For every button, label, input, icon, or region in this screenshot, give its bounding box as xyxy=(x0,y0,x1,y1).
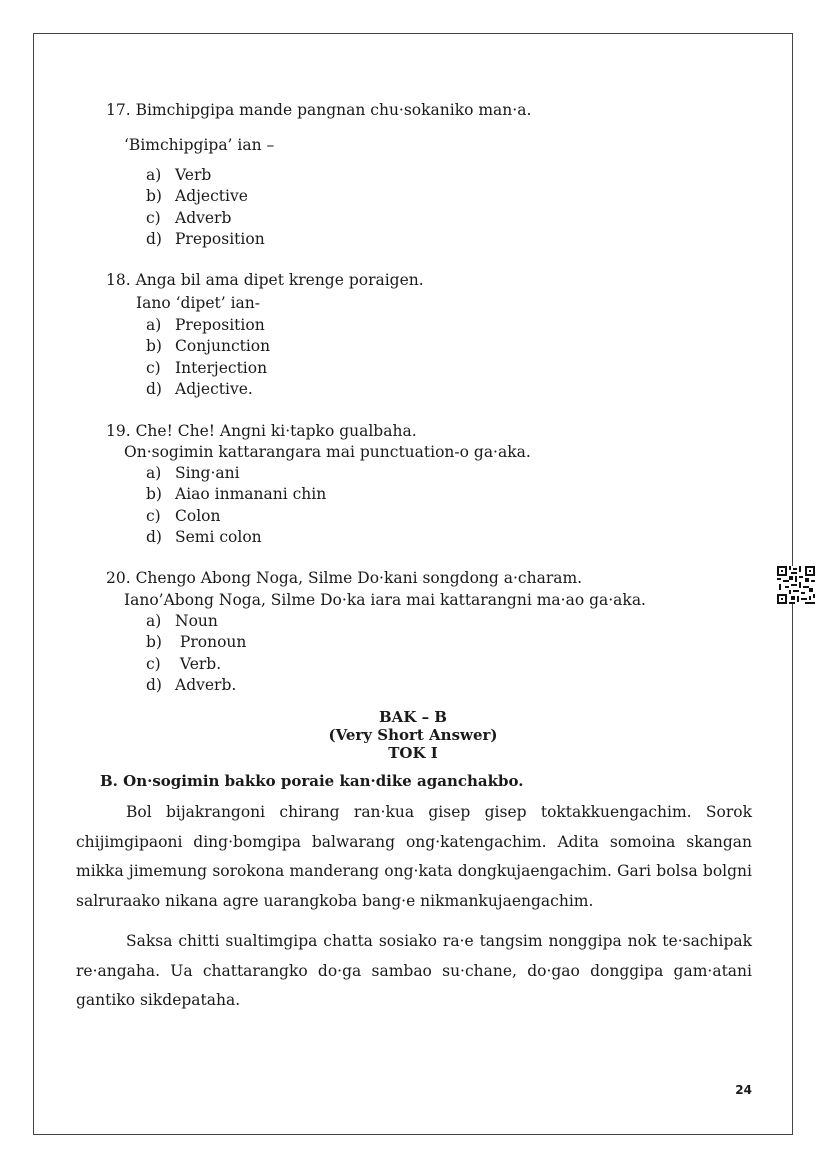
option: c) Verb. xyxy=(146,654,222,673)
section-heading xyxy=(33,708,793,762)
question-17 xyxy=(106,100,531,250)
page-number: 24 xyxy=(735,1083,752,1097)
option: a) Verb xyxy=(146,166,212,184)
option: c) Interjection xyxy=(146,358,268,377)
options-list xyxy=(146,611,646,696)
option: c) Adverb xyxy=(146,208,232,227)
option: d) Adverb. xyxy=(146,675,237,694)
option: a) Noun xyxy=(146,612,218,630)
passage-paragraph-1: Bol bijakrangoni chirang ran·kua gisep gisep toktakkuengachim. Sorok chijimgipaoni ding·bomgipa balwarang ong·katengachim. Adita somoina skangan mikka jimemung sorokona manderang ong·kata dongkujaengachim. Gari bolsa bolgni salruraako nikana agre uarangkoba bang·e nikmankujaengachim. xyxy=(76,803,752,910)
option: a) Sing·ani xyxy=(146,464,240,482)
option: b) Conjunction xyxy=(146,337,271,356)
section-tok: TOK I xyxy=(388,744,438,762)
option: b) Pronoun xyxy=(146,633,247,652)
option: b) Adjective xyxy=(146,187,248,206)
options-list xyxy=(146,165,531,250)
question-stem: 19. Che! Che! Angni ki·tapko gualbaha. xyxy=(106,422,417,440)
question-prompt: Iano’Abong Noga, Silme Do·ka iara mai kattarangni ma·ao ga·aka. xyxy=(124,591,646,609)
question-prompt: ‘Bimchipgipa’ ian – xyxy=(124,136,275,154)
option: d) Adjective. xyxy=(146,379,253,398)
option: c) Colon xyxy=(146,506,221,525)
section-subtitle: (Very Short Answer) xyxy=(328,726,498,744)
option: d) Preposition xyxy=(146,229,265,248)
option: b) Aiao inmanani chin xyxy=(146,485,327,504)
section-title: BAK – B xyxy=(379,708,447,726)
question-stem: 17. Bimchipgipa mande pangnan chu·sokaniko man·a. xyxy=(106,101,532,119)
passage-paragraph-2: Saksa chitti sualtimgipa chatta sosiako ra·e tangsim nonggipa nok te·sachipak re·angaha. Ua chattarangko do·ga sambao su·chane, do·gao donggipa gam·atani gantiko sikdepataha. xyxy=(76,932,752,1009)
question-stem: 18. Anga bil ama dipet krenge poraigen. xyxy=(106,271,424,289)
question-19 xyxy=(106,421,531,548)
option: a) Preposition xyxy=(146,316,265,334)
qr-code-icon xyxy=(777,566,815,604)
question-prompt: Iano ‘dipet’ ian- xyxy=(136,294,261,312)
option: d) Semi colon xyxy=(146,527,262,546)
options-list xyxy=(146,315,424,400)
options-list xyxy=(146,463,531,548)
question-20 xyxy=(106,568,646,696)
question-prompt: On·sogimin kattarangara mai punctuation-o ga·aka. xyxy=(124,443,531,461)
section-instruction: B. On·sogimin bakko poraie kan·dike aganchakbo. xyxy=(100,772,524,790)
question-stem: 20. Chengo Abong Noga, Silme Do·kani songdong a·charam. xyxy=(106,569,583,587)
question-18 xyxy=(106,270,424,400)
